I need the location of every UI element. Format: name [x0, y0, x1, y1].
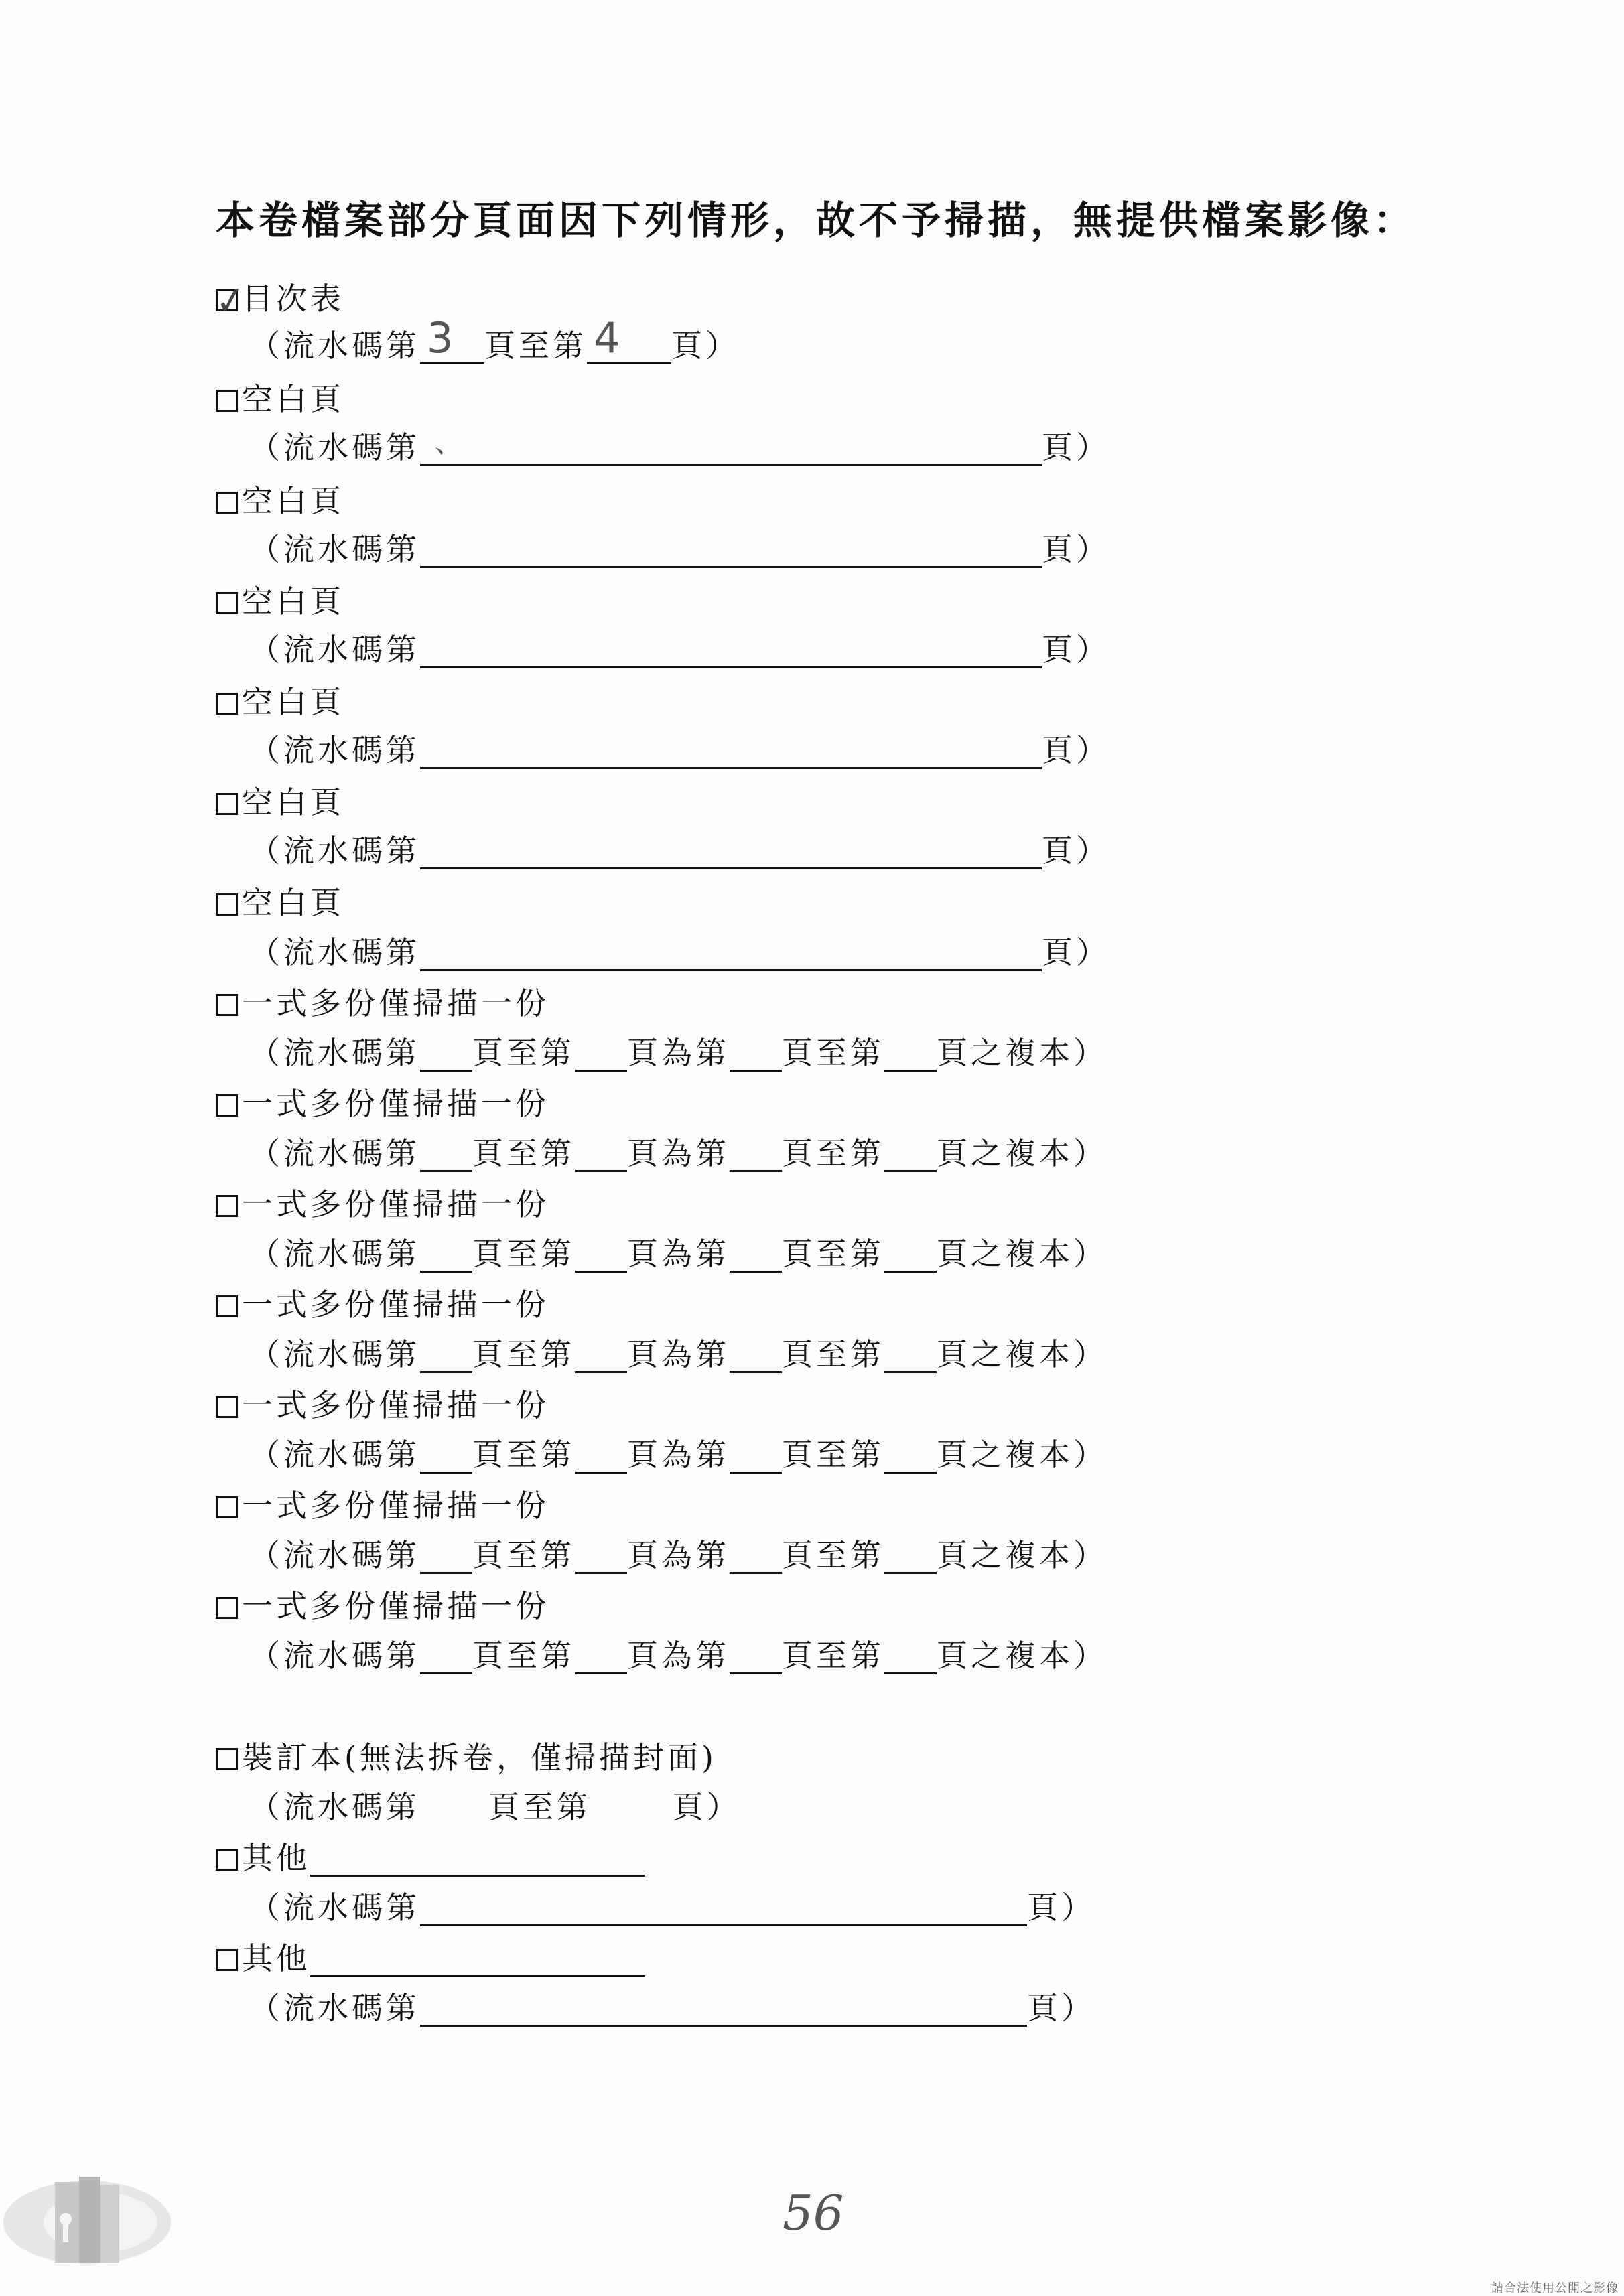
toc-option[interactable]: [212, 275, 344, 325]
check-mark-icon: ✓: [212, 277, 250, 325]
bound-label: 裝訂本(無法拆卷，僅掃描封面): [242, 1739, 717, 1776]
copies-range: [249, 1029, 1107, 1073]
copies-option[interactable]: [216, 1582, 549, 1626]
other-reason-field[interactable]: [310, 1848, 645, 1877]
copies-range: [249, 1632, 1107, 1676]
copies-label: 一式多份僅掃描一份: [242, 1488, 549, 1524]
blank-page-option[interactable]: [216, 577, 344, 622]
blank-page-value: 、: [435, 428, 462, 459]
blank-page-range: [249, 423, 1110, 468]
range-text: 頁至第: [782, 1537, 884, 1573]
blank-page-range: [249, 827, 1110, 871]
blank-page-option[interactable]: [216, 678, 344, 722]
range-text: 頁至第: [472, 1638, 575, 1674]
copies-field[interactable]: [575, 1545, 627, 1574]
blank-page-checkbox[interactable]: [216, 492, 238, 514]
copies-label: 一式多份僅掃描一份: [242, 985, 549, 1021]
copies-field[interactable]: [730, 1344, 782, 1373]
range-text: 頁之複本）: [937, 1336, 1107, 1372]
blank-page-checkbox[interactable]: [216, 592, 238, 614]
range-text: （流水碼第: [249, 1638, 420, 1674]
toc-to-field[interactable]: [587, 313, 671, 364]
copies-field[interactable]: [420, 1043, 472, 1072]
copies-option[interactable]: [216, 1281, 549, 1325]
range-text: 頁為第: [627, 1437, 730, 1473]
other-option[interactable]: [216, 1834, 645, 1878]
copies-field[interactable]: [575, 1043, 627, 1072]
copies-field[interactable]: [730, 1545, 782, 1574]
copies-label: 一式多份僅掃描一份: [242, 1287, 549, 1323]
copies-label: 一式多份僅掃描一份: [242, 1086, 549, 1122]
copies-field[interactable]: [420, 1244, 472, 1273]
copies-range: [249, 1129, 1107, 1173]
blank-page-checkbox[interactable]: [216, 793, 238, 815]
copies-checkbox[interactable]: [216, 1195, 238, 1217]
copies-field[interactable]: [575, 1646, 627, 1674]
copies-field[interactable]: [420, 1646, 472, 1674]
range-suffix: 頁）: [1027, 1889, 1095, 1926]
blank-page-checkbox[interactable]: [216, 693, 238, 715]
toc-to-value: 4: [594, 313, 620, 362]
blank-page-option[interactable]: [216, 477, 344, 521]
range-suffix: 頁）: [671, 328, 740, 364]
copies-range: [249, 1330, 1107, 1374]
blank-page-range: [249, 726, 1110, 770]
blank-page-label: 空白頁: [242, 885, 344, 921]
range-text: 頁為第: [627, 1638, 730, 1674]
range-prefix: （流水碼第: [249, 934, 420, 971]
range-suffix: 頁）: [1042, 632, 1110, 668]
range-prefix: （流水碼第: [249, 328, 420, 364]
other-option[interactable]: [216, 1934, 645, 1979]
copies-label: 一式多份僅掃描一份: [242, 1387, 549, 1423]
range-text: （流水碼第: [249, 1236, 420, 1272]
range-text: 頁之複本）: [937, 1236, 1107, 1272]
bound-range: （流水碼第 頁至第 頁）: [249, 1789, 741, 1825]
range-mid: 頁至第: [484, 328, 587, 364]
other-range: [249, 1984, 1095, 2028]
range-prefix: （流水碼第: [249, 1990, 420, 2026]
copies-checkbox[interactable]: [216, 1597, 238, 1619]
copies-field[interactable]: [884, 1043, 937, 1072]
range-text: 頁之複本）: [937, 1437, 1107, 1473]
toc-from-field[interactable]: [420, 313, 484, 364]
bound-option[interactable]: [216, 1733, 717, 1778]
range-text: （流水碼第: [249, 1035, 420, 1071]
range-suffix: 頁）: [1042, 429, 1110, 465]
copies-field[interactable]: [884, 1344, 937, 1373]
other-page-field[interactable]: [420, 1897, 1027, 1926]
copies-option[interactable]: [216, 1080, 549, 1124]
other-checkbox[interactable]: [216, 1849, 238, 1871]
range-text: 頁之複本）: [937, 1035, 1107, 1071]
other-checkbox[interactable]: [216, 1949, 238, 1971]
range-text: 頁為第: [627, 1537, 730, 1573]
blank-page-label: 空白頁: [242, 684, 344, 720]
range-text: 頁至第: [782, 1035, 884, 1071]
copies-option[interactable]: [216, 1482, 549, 1526]
range-prefix: （流水碼第: [249, 429, 420, 465]
copies-field[interactable]: [575, 1143, 627, 1172]
range-text: 頁之複本）: [937, 1638, 1107, 1674]
range-prefix: （流水碼第: [249, 833, 420, 869]
archive-logo-icon: [0, 2155, 174, 2269]
other-reason-field[interactable]: [310, 1948, 645, 1977]
blank-page-label: 空白頁: [242, 381, 344, 417]
range-text: 頁為第: [627, 1135, 730, 1171]
copies-field[interactable]: [420, 1445, 472, 1474]
other-page-field[interactable]: [420, 1998, 1027, 2027]
range-text: 頁至第: [782, 1437, 884, 1473]
range-suffix: 頁）: [1042, 732, 1110, 768]
blank-page-field[interactable]: [420, 942, 1042, 971]
range-text: （流水碼第: [249, 1537, 420, 1573]
toc-label: 目次表: [242, 281, 344, 317]
copies-field[interactable]: [420, 1344, 472, 1373]
blank-page-field[interactable]: [420, 740, 1042, 769]
blank-page-checkbox[interactable]: [216, 893, 238, 916]
copies-field[interactable]: [575, 1445, 627, 1474]
range-text: 頁至第: [472, 1336, 575, 1372]
range-prefix: （流水碼第: [249, 1889, 420, 1926]
copies-checkbox[interactable]: [216, 1496, 238, 1518]
blank-page-option[interactable]: [216, 879, 344, 923]
range-text: 頁至第: [782, 1236, 884, 1272]
blank-page-range: [249, 928, 1110, 973]
blank-page-range: [249, 626, 1110, 670]
copies-checkbox[interactable]: [216, 1295, 238, 1317]
copies-option[interactable]: [216, 1180, 549, 1224]
range-text: 頁至第: [782, 1638, 884, 1674]
range-text: （流水碼第: [249, 1336, 420, 1372]
copies-field[interactable]: [884, 1143, 937, 1172]
copies-field[interactable]: [730, 1143, 782, 1172]
blank-page-field[interactable]: [420, 640, 1042, 668]
range-text: （流水碼第: [249, 1437, 420, 1473]
copies-field[interactable]: [730, 1043, 782, 1072]
copies-field[interactable]: [575, 1344, 627, 1373]
range-text: 頁至第: [782, 1336, 884, 1372]
range-suffix: 頁）: [1042, 934, 1110, 971]
copies-field[interactable]: [730, 1244, 782, 1273]
range-text: 頁為第: [627, 1336, 730, 1372]
range-text: 頁為第: [627, 1236, 730, 1272]
copies-checkbox[interactable]: [216, 1396, 238, 1418]
toc-range-line: [249, 313, 740, 366]
copies-checkbox[interactable]: [216, 994, 238, 1016]
copies-range: [249, 1431, 1107, 1475]
blank-page-checkbox[interactable]: [216, 390, 238, 412]
range-text: 頁之複本）: [937, 1537, 1107, 1573]
copies-option[interactable]: [216, 979, 549, 1023]
range-prefix: （流水碼第: [249, 632, 420, 668]
footer-notice: 請合法使用公開之影像: [1491, 2281, 1619, 2295]
toc-from-value: 3: [427, 313, 454, 362]
copies-field[interactable]: [420, 1545, 472, 1574]
blank-page-field[interactable]: [420, 841, 1042, 869]
copies-option[interactable]: [216, 1381, 549, 1425]
range-text: 頁至第: [472, 1135, 575, 1171]
copies-field[interactable]: [575, 1244, 627, 1273]
range-text: 頁至第: [472, 1035, 575, 1071]
copies-field[interactable]: [730, 1445, 782, 1474]
range-suffix: 頁）: [1027, 1990, 1095, 2026]
copies-field[interactable]: [884, 1646, 937, 1674]
range-text: 頁至第: [782, 1135, 884, 1171]
range-text: 頁至第: [472, 1437, 575, 1473]
range-suffix: 頁）: [1042, 833, 1110, 869]
copies-field[interactable]: [884, 1445, 937, 1474]
copies-field[interactable]: [884, 1545, 937, 1574]
blank-page-label: 空白頁: [242, 583, 344, 620]
copies-field[interactable]: [884, 1244, 937, 1273]
range-text: 頁為第: [627, 1035, 730, 1071]
blank-page-label: 空白頁: [242, 784, 344, 820]
range-text: （流水碼第: [249, 1135, 420, 1171]
copies-field[interactable]: [730, 1646, 782, 1674]
page-title: 本卷檔案部分頁面因下列情形，故不予掃描，無提供檔案影像：: [216, 198, 1417, 243]
blank-page-label: 空白頁: [242, 483, 344, 519]
copies-field[interactable]: [420, 1143, 472, 1172]
copies-checkbox[interactable]: [216, 1094, 238, 1117]
range-prefix: （流水碼第: [249, 732, 420, 768]
range-suffix: 頁）: [1042, 531, 1110, 567]
other-label: 其他: [242, 1840, 310, 1876]
range-prefix: （流水碼第: [249, 531, 420, 567]
blank-page-range: [249, 525, 1110, 569]
copies-label: 一式多份僅掃描一份: [242, 1588, 549, 1624]
range-text: 頁之複本）: [937, 1135, 1107, 1171]
copies-range: [249, 1230, 1107, 1274]
copies-label: 一式多份僅掃描一份: [242, 1186, 549, 1222]
blank-page-option[interactable]: [216, 778, 344, 822]
other-label: 其他: [242, 1940, 310, 1977]
range-text: 頁至第: [472, 1236, 575, 1272]
blank-page-field[interactable]: [420, 428, 1042, 466]
blank-page-option[interactable]: [216, 375, 344, 419]
bound-checkbox[interactable]: [216, 1748, 238, 1770]
copies-range: [249, 1531, 1107, 1575]
page-number: 56: [783, 2185, 844, 2241]
range-text: 頁至第: [472, 1537, 575, 1573]
other-range: [249, 1883, 1095, 1928]
toc-checkbox[interactable]: [212, 277, 250, 325]
blank-page-field[interactable]: [420, 539, 1042, 568]
